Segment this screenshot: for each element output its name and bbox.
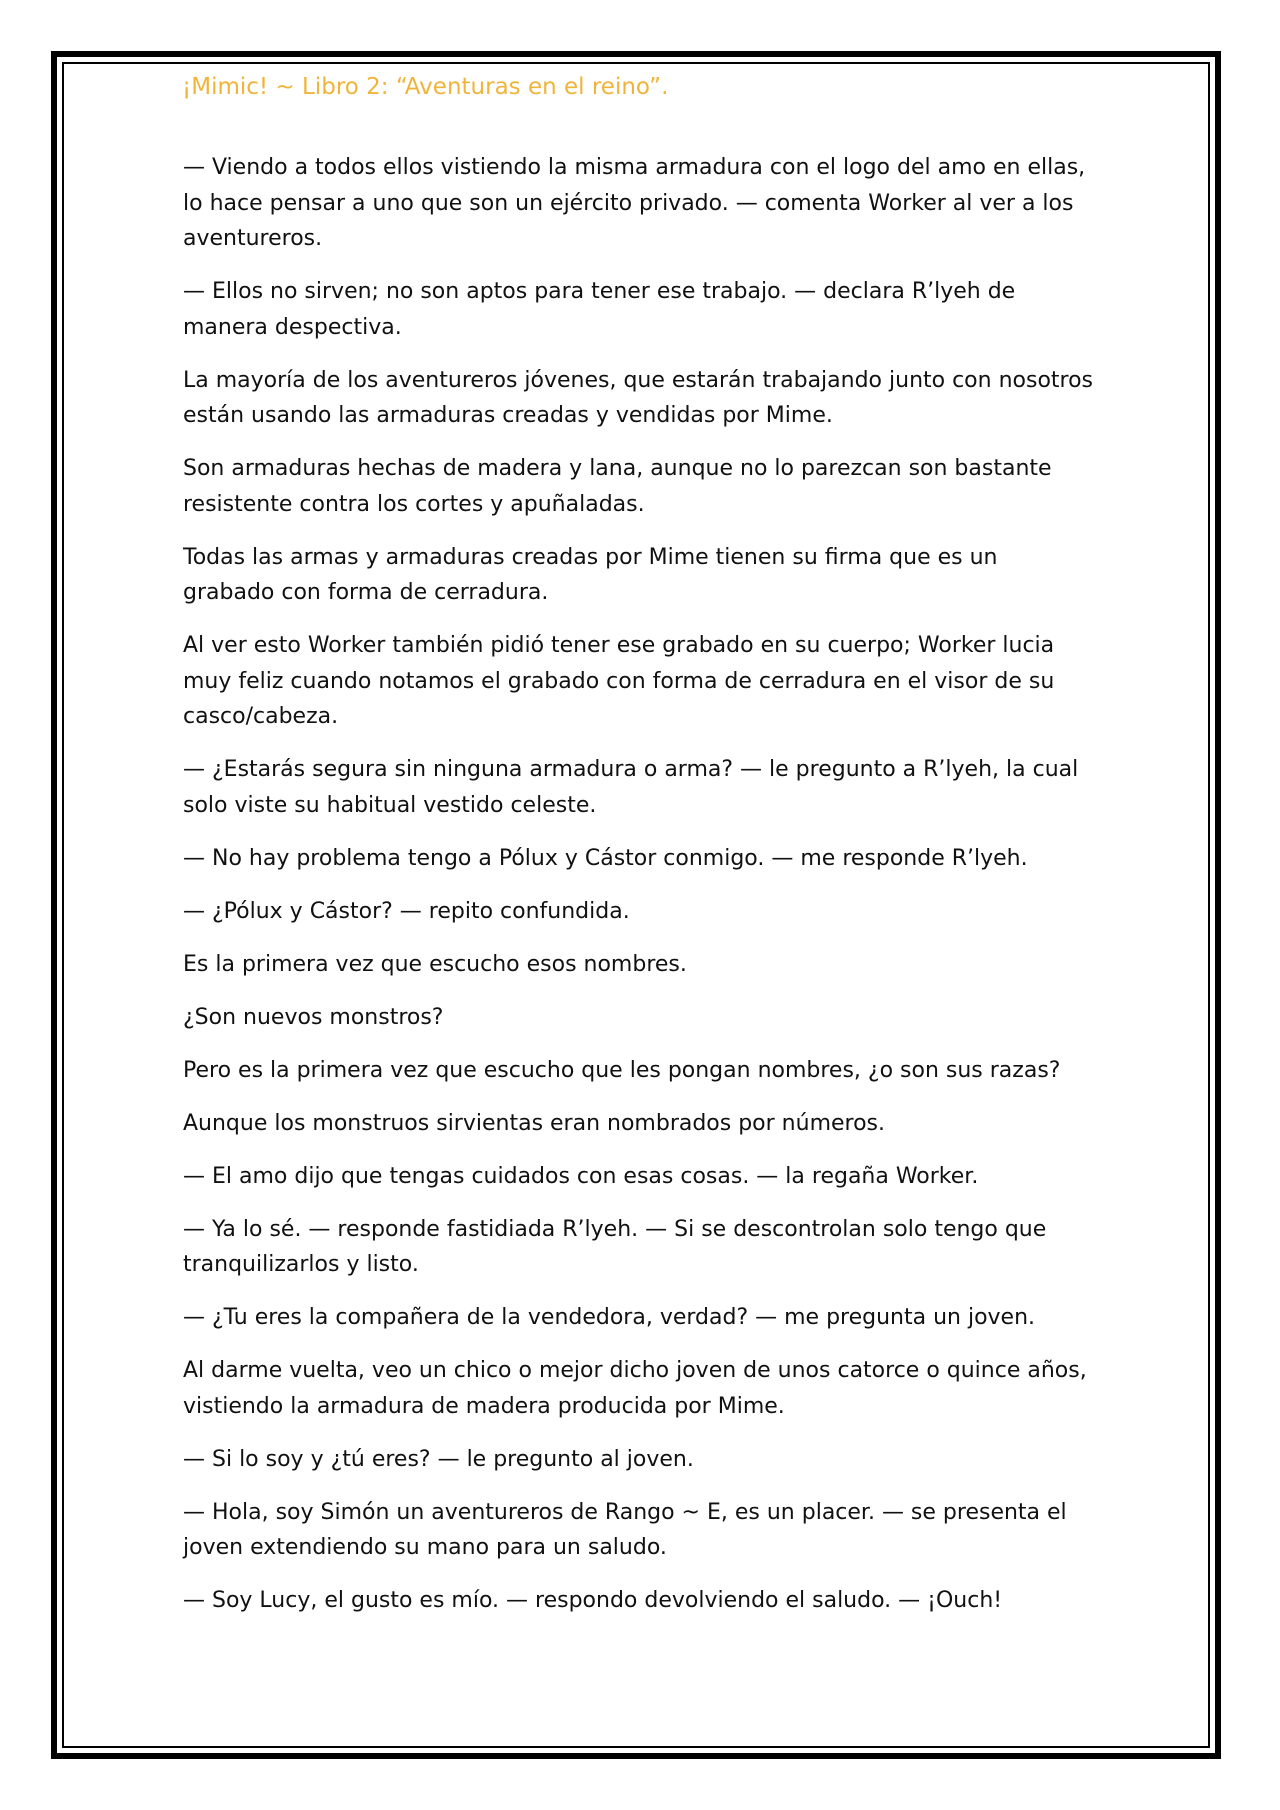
paragraph: — ¿Estarás segura sin ninguna armadura o arma? — le pregunto a R’lyeh, la cual solo viste su habitual vestido celeste. — [183, 757, 1079, 818]
paragraph: — Ya lo sé. — responde fastidiada R’lyeh. — Si se descontrolan solo tengo que tranquilizarlos y listo. — [183, 1216, 1047, 1277]
paragraph: Al ver esto Worker también pidió tener ese grabado en su cuerpo; Worker lucia muy feliz cuando notamos el grabado con forma de cerradura en el visor de su casco/cabeza. — [183, 633, 1055, 729]
paragraph: — Ellos no sirven; no son aptos para tener ese trabajo. — declara R’lyeh de manera despectiva. — [183, 279, 1016, 340]
paragraph: La mayoría de los aventureros jóvenes, que estarán trabajando junto con nosotros están usando las armaduras creadas y vendidas por Mime. — [183, 367, 1094, 428]
paragraph: Al darme vuelta, veo un chico o mejor dicho joven de unos catorce o quince años, vistiendo la armadura de madera producida por Mime. — [183, 1358, 1087, 1419]
paragraph: — ¿Tu eres la compañera de la vendedora, verdad? — me pregunta un joven. — [183, 1305, 1036, 1330]
paragraph: Todas las armas y armaduras creadas por Mime tienen su firma que es un grabado con forma de cerradura. — [183, 544, 998, 605]
paragraph: — El amo dijo que tengas cuidados con esas cosas. — la regaña Worker. — [183, 1163, 979, 1189]
paragraph: — Hola, soy Simón un aventureros de Rango ~ E, es un placer. — se presenta el joven extendiendo su mano para un saludo. — [183, 1499, 1067, 1560]
body-text — [183, 150, 1093, 1636]
paragraph: — ¿Pólux y Cástor? — repito confundida. — [183, 898, 630, 924]
paragraph: Son armaduras hechas de madera y lana, aunque no lo parezcan son bastante resistente contra los cortes y apuñaladas. — [183, 456, 1052, 517]
running-header: ¡Mimic! ~ Libro 2: “Aventuras en el reino”. — [182, 74, 669, 100]
paragraph: Aunque los monstruos sirvientas eran nombrados por números. — [183, 1110, 886, 1136]
paragraph: ¿Son nuevos monstros? — [183, 1004, 444, 1030]
paragraph: — Si lo soy y ¿tú eres? — le pregunto al joven. — [183, 1446, 694, 1472]
paragraph: — Viendo a todos ellos vistiendo la misma armadura con el logo del amo en ellas, lo hace pensar a uno que son un ejército privado. — comenta Worker al ver a los aventureros. — [183, 155, 1086, 251]
paragraph: — Soy Lucy, el gusto es mío. — respondo devolviendo el saludo. — ¡Ouch! — [183, 1588, 1003, 1613]
paragraph: Pero es la primera vez que escucho que les pongan nombres, ¿o son sus razas? — [183, 1057, 1061, 1083]
paragraph: — No hay problema tengo a Pólux y Cástor conmigo. — me responde R’lyeh. — [183, 845, 1028, 871]
paragraph: Es la primera vez que escucho esos nombres. — [183, 951, 687, 977]
